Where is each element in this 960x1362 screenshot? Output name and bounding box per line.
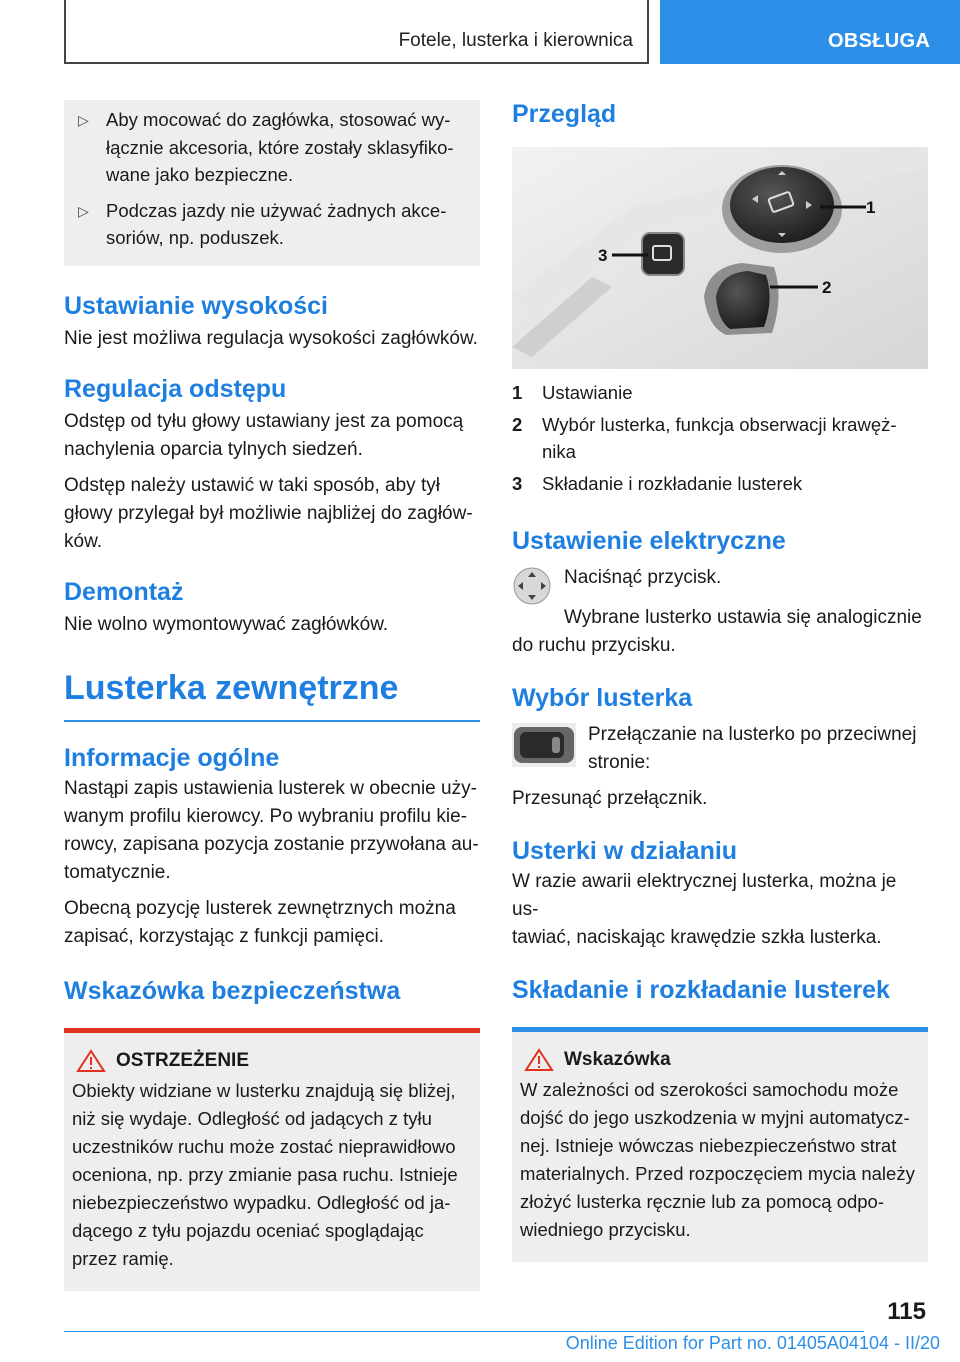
heading-electric: Ustawienie elektryczne (512, 527, 786, 555)
left-column (64, 100, 480, 1291)
warning-text: Obiekty widziane w lusterku znajdują się bliżej, niż się wydaje. Odległość od jadących z tyłu uczestników ruchu może zostać nieprawidłowo oceniona, np. przy zmianie pasa ruchu. Istnieje niebezpieczeństwo wypadku. Odległość od ja- dącego z tyłu pojazdu oceniać spoglądając przez ramię. (72, 1079, 458, 1269)
paragraph: Przełączanie na lusterko po przeciwnej stronie: (588, 724, 917, 773)
heading-fold: Składanie i rozkładanie lusterek (512, 976, 890, 1004)
paragraph: Nie jest możliwa regulacja wysokości zagłówków. (64, 327, 478, 349)
chapter-title: Fotele, lusterka i kierownica (398, 30, 633, 51)
warning-box (64, 1028, 480, 1291)
heading-fault: Usterki w działaniu (512, 837, 738, 865)
heading-removal: Demontaż (64, 577, 184, 606)
note-heading: Wskazówka (520, 1048, 920, 1072)
mirror-adjust-button-icon (512, 566, 552, 606)
triangle-bullet-icon: ▷ (78, 202, 89, 219)
paragraph: Wybrane lusterko ustawia się analogicznie do ruchu przycisku. (512, 607, 922, 656)
legend-item: 3 Składanie i rozkładanie lusterek (512, 473, 803, 494)
mirror-controls-illustration (512, 147, 928, 369)
paragraph: Naciśnąć przycisk. (564, 567, 722, 588)
right-column (512, 100, 928, 1262)
paragraph: Nastąpi zapis ustawienia lusterek w obecnie uży- wanym profilu kierowcy. Po wybraniu profilu kie- rowcy, zapisana pozycja zostanie przywołana au- tomatycznie. (64, 777, 479, 883)
note-box (512, 1027, 928, 1262)
callout-1: 1 (866, 198, 876, 217)
footer-divider (64, 1331, 864, 1332)
footer-edition: Online Edition for Part no. 01405A04104 - II/20 (565, 1333, 940, 1353)
paragraph: Obecną pozycję lusterek zewnętrznych można zapisać, korzystając z funkcji pamięci. (64, 897, 456, 947)
legend-list (512, 379, 928, 497)
section-tab[interactable]: OBSŁUGA (660, 0, 960, 64)
triangle-bullet-icon: ▷ (78, 112, 89, 128)
bullet-item: ▷ Podczas jazdy nie używać żadnych akce- soriów, np. poduszek. (64, 197, 470, 252)
heading-overview: Przegląd (512, 100, 617, 128)
note-text: W zależności od szerokości samochodu może dojść do jego uszkodzenia w myjni automatycz- nej. Istnieje wówczas niebezpieczeństwo strat materialnych. Przed rozpoczęciem mycia należy złożyć lusterka ręcznie lub za pomocą odpo- wiedniego przycisku. (520, 1079, 915, 1240)
mirror-selector-switch-icon (512, 723, 576, 767)
heading-general: Informacje ogólne (64, 743, 280, 772)
heading-select: Wybór lusterka (512, 684, 693, 712)
paragraph: Odstęp należy ustawić w taki sposób, aby tył głowy przylegał był możliwie najbliżej do zagłów- ków. (64, 474, 473, 552)
warning-triangle-icon (524, 1048, 554, 1072)
select-row (512, 723, 928, 777)
callout-2: 2 (822, 278, 832, 297)
electric-row (512, 566, 928, 606)
callout-3: 3 (598, 246, 608, 265)
heading-distance: Regulacja odstępu (64, 374, 287, 403)
warning-triangle-icon (76, 1049, 106, 1073)
heading-height: Ustawianie wysokości (64, 291, 329, 320)
paragraph: Nie wolno wymontowywać zagłówków. (64, 613, 389, 635)
bullet-box (64, 100, 480, 266)
legend-item: 1 Ustawianie (512, 382, 633, 403)
paragraph: Przesunąć przełącznik. (512, 788, 708, 809)
header-frame (64, 0, 649, 64)
bullet-item: ▷ Aby mocować do zagłówka, stosować wy- łącznie akcesoria, które zostały sklasyfiko- wane jako bezpieczne. (64, 106, 470, 189)
paragraph: W razie awarii elektrycznej lusterka, można je us- tawiać, naciskając krawędzie szkła lusterka. (512, 871, 897, 948)
heading-mirrors: Lusterka zewnętrzne (64, 669, 480, 722)
page-number: 115 (887, 1298, 926, 1325)
paragraph: Odstęp od tyłu głowy ustawiany jest za pomocą nachylenia oparcia tylnych siedzeń. (64, 410, 464, 460)
warning-heading: OSTRZEŻENIE (72, 1049, 472, 1073)
legend-item: 2 Wybór lusterka, funkcja obserwacji krawęż- nika (512, 414, 897, 462)
heading-safety: Wskazówka bezpieczeństwa (64, 976, 401, 1005)
